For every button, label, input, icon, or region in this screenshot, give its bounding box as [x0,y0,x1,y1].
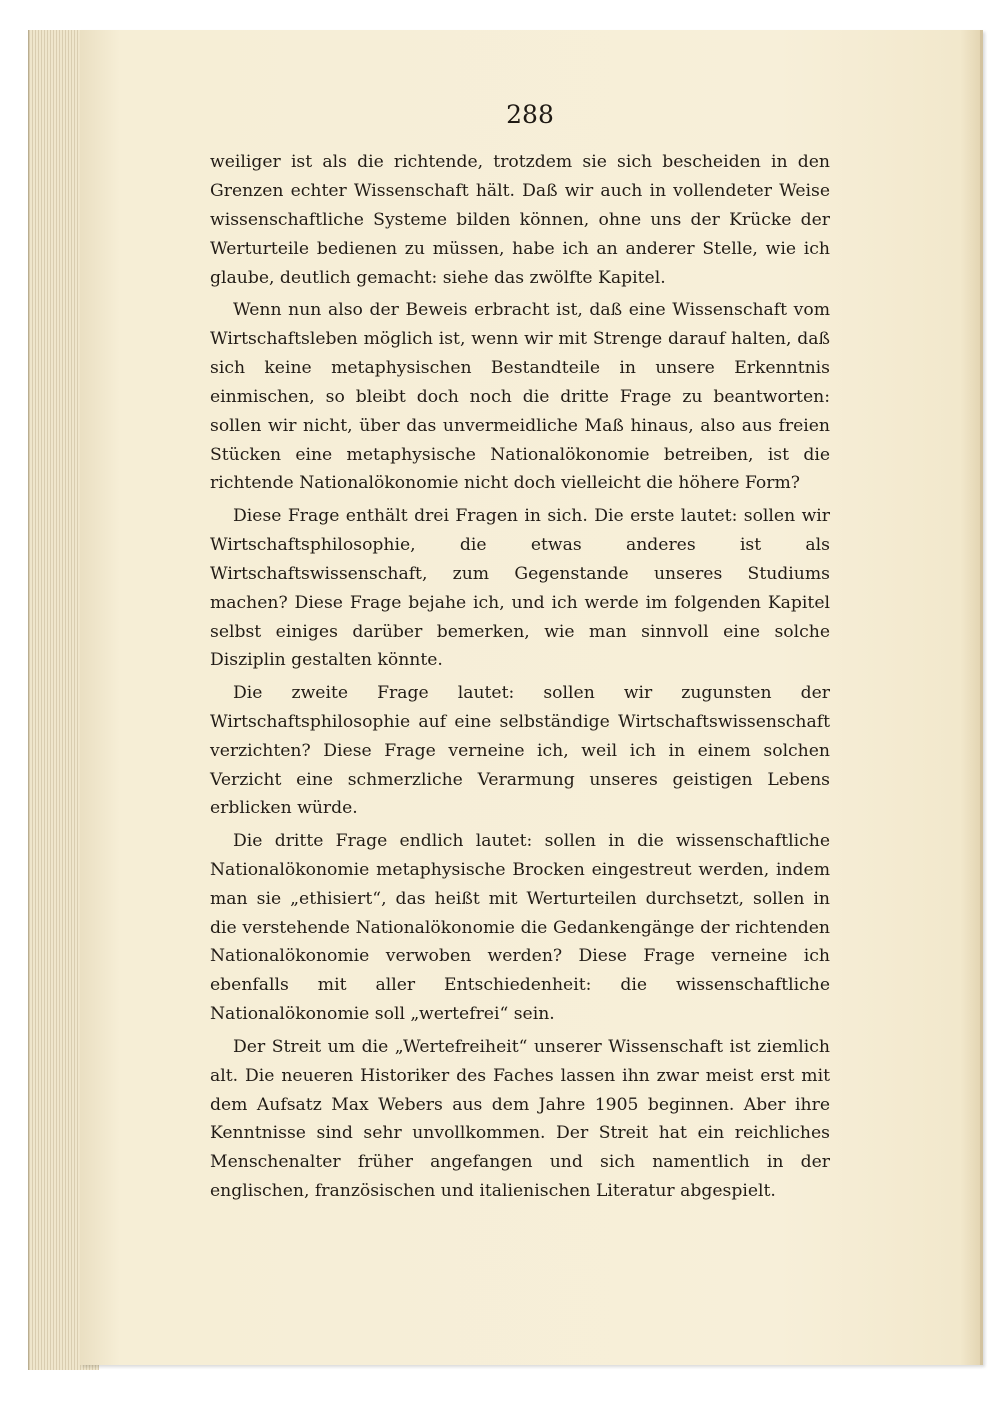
paragraph: Diese Frage enthält drei Fragen in sich. Die erste lautet: sollen wir Wirtschaftsphilosophie, die etwas anderes ist als Wirtschaftswissenschaft, zum Gegenstande unseres Studiums machen? Diese Frage bejahe ich, und ich werde im folgenden Kapitel selbst einiges darüber bemerken, wie man sinnvoll eine solche Disziplin gestalten könnte. [210,505,830,671]
page-number: 288 [506,100,554,129]
paragraph: Wenn nun also der Beweis erbracht ist, daß eine Wissenschaft vom Wirtschaftsleben möglich ist, wenn wir mit Strenge darauf halten, daß sich keine metaphysischen Bestandteile in unsere Erkenntnis einmischen, so bleibt doch noch die dritte Frage zu beantworten: sollen wir nicht, über das unvermeidliche Maß hinaus, also aus freien Stücken eine metaphysische Nationalökonomie betreiben, ist die richtende Nationalökonomie nicht doch vielleicht die höhere Form? [210,300,830,494]
page-text [210,148,830,1210]
paragraph: Die zweite Frage lautet: sollen wir zugunsten der Wirtschaftsphilosophie auf eine selbständige Wirtschaftswissenschaft verzichten? Diese Frage verneine ich, weil ich in einem solchen Verzicht eine schmerzliche Verarmung unseres geistigen Lebens erblicken würde. [210,682,830,819]
paragraph: Der Streit um die „Wertefreiheit“ unserer Wissenschaft ist ziemlich alt. Die neueren Historiker des Faches lassen ihn zwar meist erst mit dem Aufsatz Max Webers aus dem Jahre 1905 beginnen. Aber ihre Kenntnisse sind sehr unvollkommen. Der Streit hat ein reichliches Menschenalter früher angefangen und sich namentlich in der englischen, französischen und italienischen Literatur abgespielt. [210,1036,830,1202]
paragraph: Die dritte Frage endlich lautet: sollen in die wissenschaftliche Nationalökonomie metaphysische Brocken eingestreut werden, indem man sie „ethisiert“, das heißt mit Werturteilen durchsetzt, sollen in die verstehende Nationalökonomie die Gedankengänge der richtenden Nationalökonomie verwoben werden? Diese Frage verneine ich ebenfalls mit aller Entschiedenheit: die wissenschaftliche Nationalökonomie soll „wertefrei“ sein. [210,830,830,1025]
paragraph: weiliger ist als die richtende, trotzdem sie sich bescheiden in den Grenzen echter Wissenschaft hält. Daß wir auch in vollendeter Weise wissenschaftliche Systeme bilden können, ohne uns der Krücke der Werturteile bedienen zu müssen, habe ich an anderer Stelle, wie ich glaube, deutlich gemacht: siehe das zwölfte Kapitel. [210,152,830,288]
